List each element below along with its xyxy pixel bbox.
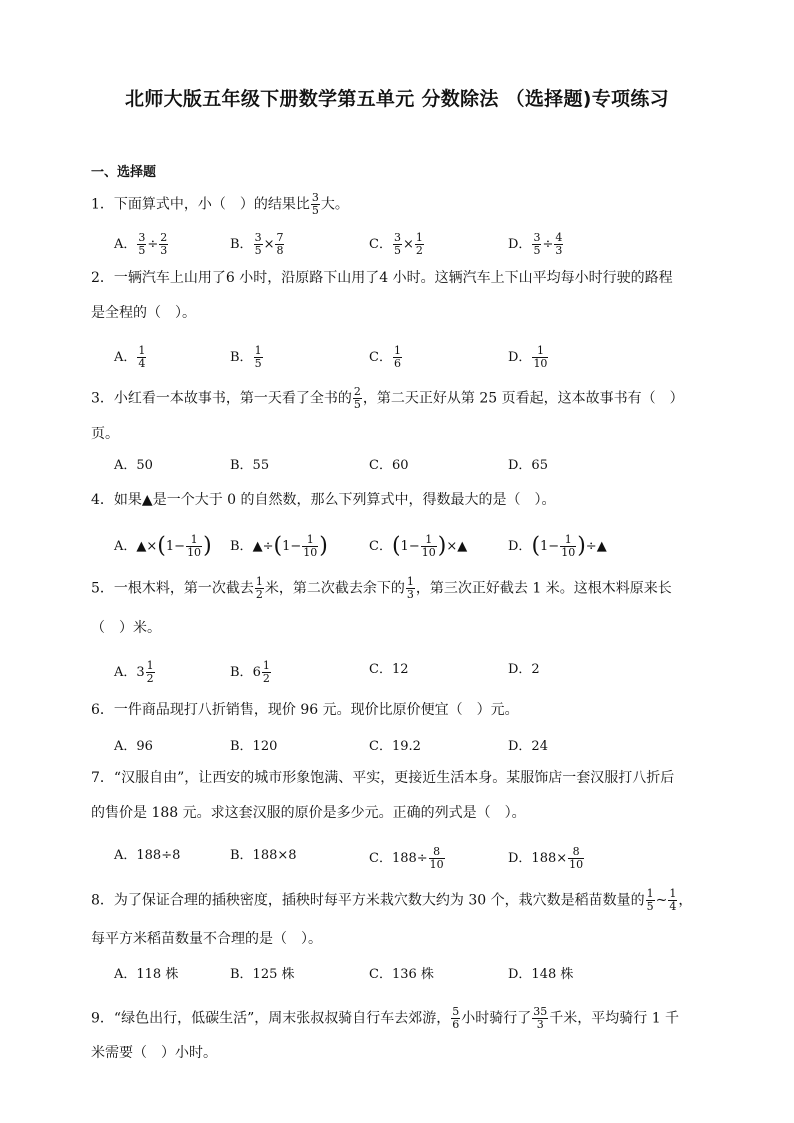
- question-5-line-2: （ ）米。: [91, 620, 161, 636]
- q5-option-a[interactable]: A．3 $\frac{1}{2}$: [114, 659, 154, 685]
- q2-option-b[interactable]: B． $\frac{1}{5}$: [230, 344, 262, 370]
- q2-option-d[interactable]: D． $\frac{1}{10}$: [508, 344, 548, 370]
- q8-option-a[interactable]: A．118 株: [114, 967, 179, 982]
- q3-option-c[interactable]: C．60: [369, 458, 409, 473]
- question-8-line-2: 每平方米稻苗数量不合理的是（ ）。: [91, 931, 322, 947]
- question-2: 2．一辆汽车上山用了6 小时，沿原路下山用了4 小时。这辆汽车上下山平均每小时行驶的路程: [91, 270, 673, 286]
- q6-option-c[interactable]: C．19.2: [369, 739, 421, 754]
- question-8: 8．为了保证合理的插秧密度，插秧时每平方米栽穴数大约为 30 个，栽穴数是稻苗数量的 $\frac{1}{5}$ ~ $\frac{1}{4}$ ，: [91, 887, 693, 913]
- section-heading: 一、选择题: [91, 165, 157, 180]
- q4-option-c[interactable]: C．(1− $\frac{1}{10}$ )×▲: [369, 533, 468, 559]
- page-title: 北师大版五年级下册数学第五单元 分数除法 （选择题)专项练习: [125, 88, 669, 110]
- q6-option-d[interactable]: D．24: [508, 739, 548, 754]
- q5-option-b[interactable]: B．6 $\frac{1}{2}$: [230, 659, 270, 685]
- q8-option-c[interactable]: C．136 株: [369, 967, 434, 982]
- q8-option-d[interactable]: D．148 株: [508, 967, 574, 982]
- q3-option-b[interactable]: B．55: [230, 458, 270, 473]
- q2-option-c[interactable]: C． $\frac{1}{6}$: [369, 344, 401, 370]
- question-7: 7．“汉服自由”，让西安的城市形象饱满、平实，更接近生活本身。某服饰店一套汉服打八折后: [91, 770, 675, 786]
- question-3-line-2: 页。: [91, 426, 119, 442]
- q1-option-b[interactable]: B． $\frac{3}{5}$ × $\frac{7}{8}$: [230, 231, 284, 257]
- q7-option-c[interactable]: C．188÷ $\frac{8}{10}$: [369, 845, 444, 871]
- q7-option-b[interactable]: B．188×8: [230, 848, 297, 863]
- fraction: $\frac{3}{5}$: [311, 191, 319, 217]
- q2-option-a[interactable]: A． $\frac{1}{4}$: [114, 344, 146, 370]
- q1-option-a[interactable]: A． $\frac{3}{5}$ ÷ $\frac{2}{3}$: [114, 231, 168, 257]
- question-1: [91, 192, 349, 217]
- q4-option-b[interactable]: B．▲÷(1− $\frac{1}{10}$ ): [230, 533, 328, 559]
- question-5: 5．一根木料，第一次截去 $\frac{1}{2}$ 米，第二次截去余下的 $\frac{1}{3}$ ，第三次正好截去 1 米。这根木料原来长: [91, 575, 672, 601]
- q1-option-c[interactable]: C． $\frac{3}{5}$ × $\frac{1}{2}$: [369, 231, 423, 257]
- question-6: 6．一件商品现打八折销售，现价 96 元。现价比原价便宜（ ）元。: [91, 702, 519, 718]
- question-9: 9．“绿色出行，低碳生活”，周末张叔叔骑自行车去郊游， $\frac{5}{6}$ 小时骑行了 $\frac{35}{3}$ 千米，平均骑行 1 千: [91, 1005, 680, 1031]
- question-3: 3．小红看一本故事书，第一天看了全书的 $\frac{2}{5}$ ，第二天正好从第 25 页看起，这本故事书有（ ）: [91, 385, 684, 411]
- question-7-line-2: 的售价是 188 元。求这套汉服的原价是多少元。正确的列式是（ ）。: [91, 805, 526, 821]
- q5-option-c[interactable]: C．12: [369, 662, 409, 677]
- q4-option-a[interactable]: A．▲×(1− $\frac{1}{10}$ ): [114, 533, 212, 559]
- question-text: 下面算式中，小（ ）的结果比: [113, 196, 310, 213]
- question-2-line-2: 是全程的（ ）。: [91, 305, 196, 321]
- question-number: 1．: [91, 196, 114, 213]
- q6-option-a[interactable]: A．96: [114, 739, 153, 754]
- q7-option-d[interactable]: D．188× $\frac{8}{10}$: [508, 845, 584, 871]
- question-4: 4．如果▲是一个大于 0 的自然数，那么下列算式中，得数最大的是（ ）。: [91, 492, 556, 508]
- question-text: 大。: [320, 196, 349, 213]
- question-9-line-2: 米需要（ ）小时。: [91, 1045, 217, 1061]
- q8-option-b[interactable]: B．125 株: [230, 967, 295, 982]
- q7-option-a[interactable]: A．188÷8: [114, 848, 181, 863]
- q1-option-d[interactable]: D． $\frac{3}{5}$ ÷ $\frac{4}{3}$: [508, 231, 563, 257]
- q5-option-d[interactable]: D．2: [508, 662, 540, 677]
- q6-option-b[interactable]: B．120: [230, 739, 278, 754]
- q3-option-a[interactable]: A．50: [114, 458, 153, 473]
- q3-option-d[interactable]: D．65: [508, 458, 548, 473]
- q4-option-d[interactable]: D．(1− $\frac{1}{10}$ )÷▲: [508, 533, 607, 559]
